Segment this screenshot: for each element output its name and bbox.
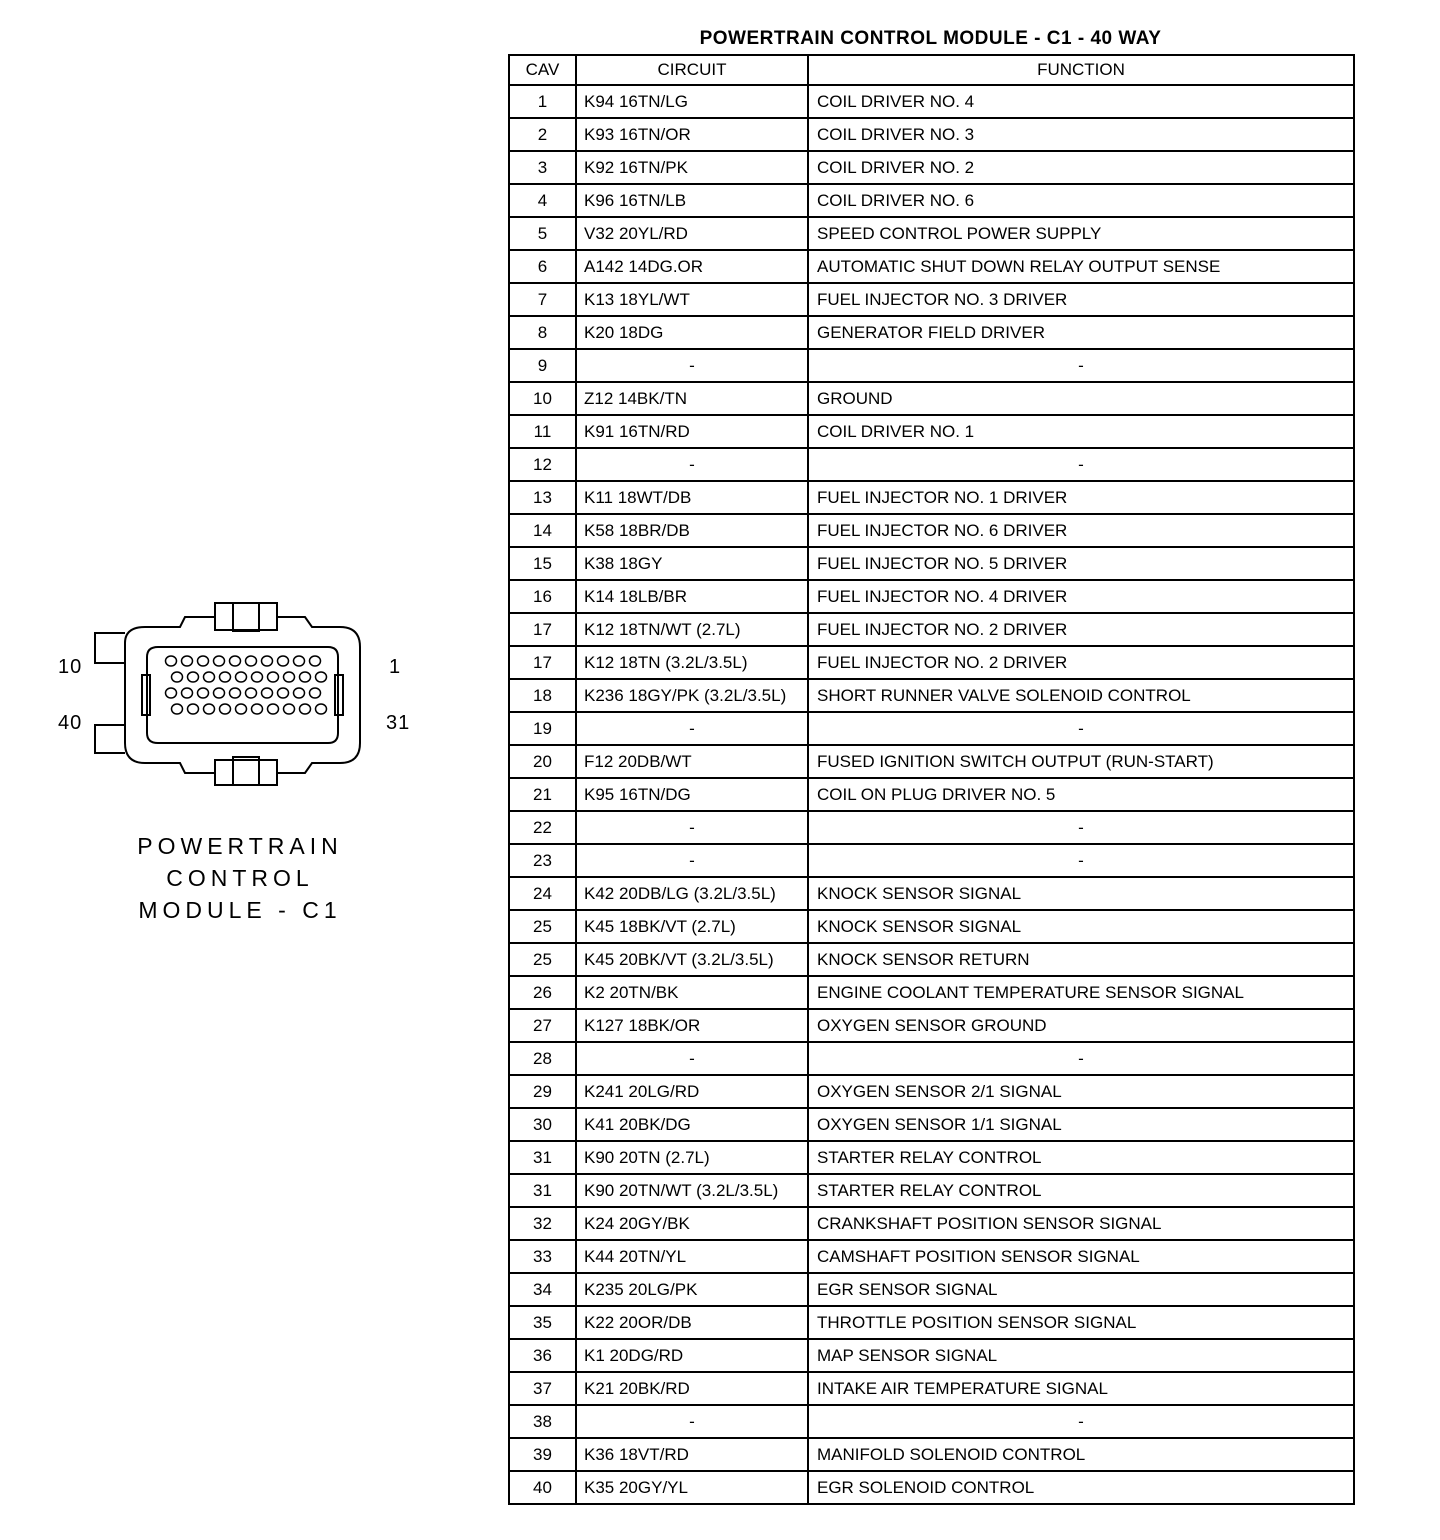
pin-hole [204, 672, 215, 682]
pin-hole [188, 672, 199, 682]
function-cell: STARTER RELAY CONTROL [808, 1141, 1354, 1174]
table-row [509, 712, 1354, 745]
circuit-cell: K90 20TN (2.7L) [576, 1141, 808, 1174]
pin-hole [220, 704, 231, 714]
cav-cell: 9 [509, 349, 576, 382]
circuit-cell: K12 18TN (3.2L/3.5L) [576, 646, 808, 679]
circuit-cell: K21 20BK/RD [576, 1372, 808, 1405]
pin-hole [188, 704, 199, 714]
circuit-cell: K236 18GY/PK (3.2L/3.5L) [576, 679, 808, 712]
cav-cell: 26 [509, 976, 576, 1009]
cav-cell: 30 [509, 1108, 576, 1141]
function-cell: OXYGEN SENSOR GROUND [808, 1009, 1354, 1042]
cav-cell: 10 [509, 382, 576, 415]
pin-hole [284, 704, 295, 714]
table-row [509, 1273, 1354, 1306]
pin-hole [230, 656, 241, 666]
function-cell: OXYGEN SENSOR 1/1 SIGNAL [808, 1108, 1354, 1141]
function-cell: FUEL INJECTOR NO. 6 DRIVER [808, 514, 1354, 547]
circuit-cell: K95 16TN/DG [576, 778, 808, 811]
function-cell: FUEL INJECTOR NO. 3 DRIVER [808, 283, 1354, 316]
table-row [509, 844, 1354, 877]
function-cell: - [808, 349, 1354, 382]
table-row [509, 415, 1354, 448]
circuit-cell: K45 20BK/VT (3.2L/3.5L) [576, 943, 808, 976]
circuit-cell: - [576, 1042, 808, 1075]
cav-cell: 3 [509, 151, 576, 184]
circuit-cell: K20 18DG [576, 316, 808, 349]
cav-cell: 28 [509, 1042, 576, 1075]
table-row [509, 1306, 1354, 1339]
header-cav: CAV [509, 55, 576, 85]
table-row [509, 1405, 1354, 1438]
cav-cell: 8 [509, 316, 576, 349]
circuit-cell: K35 20GY/YL [576, 1471, 808, 1504]
pin-hole [300, 704, 311, 714]
pin-hole [182, 688, 193, 698]
pin-hole [204, 704, 215, 714]
cav-cell: 34 [509, 1273, 576, 1306]
function-cell: COIL DRIVER NO. 4 [808, 85, 1354, 118]
table-row [509, 85, 1354, 118]
table-header-row [509, 55, 1354, 85]
table-row [509, 448, 1354, 481]
function-cell: KNOCK SENSOR SIGNAL [808, 877, 1354, 910]
pin-label-1: 1 [389, 656, 402, 678]
function-cell: KNOCK SENSOR RETURN [808, 943, 1354, 976]
function-cell: EGR SOLENOID CONTROL [808, 1471, 1354, 1504]
table-row [509, 514, 1354, 547]
pin-hole [316, 704, 327, 714]
cav-cell: 35 [509, 1306, 576, 1339]
function-cell: - [808, 1042, 1354, 1075]
circuit-cell: K13 18YL/WT [576, 283, 808, 316]
table-row [509, 910, 1354, 943]
function-cell: - [808, 1405, 1354, 1438]
table-row [509, 1174, 1354, 1207]
table-row [509, 943, 1354, 976]
cav-cell: 25 [509, 910, 576, 943]
table-row [509, 547, 1354, 580]
cav-cell: 37 [509, 1372, 576, 1405]
circuit-cell: - [576, 349, 808, 382]
cav-cell: 20 [509, 745, 576, 778]
circuit-cell: F12 20DB/WT [576, 745, 808, 778]
table-row [509, 1141, 1354, 1174]
cav-cell: 11 [509, 415, 576, 448]
function-cell: SPEED CONTROL POWER SUPPLY [808, 217, 1354, 250]
cav-cell: 19 [509, 712, 576, 745]
circuit-cell: - [576, 811, 808, 844]
cav-cell: 21 [509, 778, 576, 811]
pin-hole [166, 656, 177, 666]
cav-cell: 7 [509, 283, 576, 316]
circuit-cell: K2 20TN/BK [576, 976, 808, 1009]
pin-hole [268, 704, 279, 714]
circuit-cell: K235 20LG/PK [576, 1273, 808, 1306]
pin-hole [294, 656, 305, 666]
function-cell: - [808, 811, 1354, 844]
caption-line-3: MODULE - C1 [138, 897, 342, 923]
pin-hole [310, 656, 321, 666]
pin-hole [310, 688, 321, 698]
circuit-cell: K90 20TN/WT (3.2L/3.5L) [576, 1174, 808, 1207]
pin-hole [262, 656, 273, 666]
pin-hole [284, 672, 295, 682]
cav-cell: 1 [509, 85, 576, 118]
cav-cell: 13 [509, 481, 576, 514]
function-cell: FUEL INJECTOR NO. 5 DRIVER [808, 547, 1354, 580]
caption-line-2: CONTROL [166, 865, 314, 891]
circuit-cell: K14 18LB/BR [576, 580, 808, 613]
cav-cell: 31 [509, 1174, 576, 1207]
pin-hole [172, 704, 183, 714]
pinout-table [508, 54, 1355, 1505]
circuit-cell: K24 20GY/BK [576, 1207, 808, 1240]
function-cell: OXYGEN SENSOR 2/1 SIGNAL [808, 1075, 1354, 1108]
cav-cell: 12 [509, 448, 576, 481]
cav-cell: 24 [509, 877, 576, 910]
pin-hole [278, 656, 289, 666]
table-row [509, 250, 1354, 283]
circuit-cell: K58 18BR/DB [576, 514, 808, 547]
function-cell: GENERATOR FIELD DRIVER [808, 316, 1354, 349]
table-row [509, 646, 1354, 679]
pin-hole [316, 672, 327, 682]
table-title: POWERTRAIN CONTROL MODULE - C1 - 40 WAY [699, 28, 1162, 49]
function-cell: CAMSHAFT POSITION SENSOR SIGNAL [808, 1240, 1354, 1273]
pin-hole [236, 672, 247, 682]
function-cell: COIL ON PLUG DRIVER NO. 5 [808, 778, 1354, 811]
circuit-cell: K241 20LG/RD [576, 1075, 808, 1108]
function-cell: - [808, 448, 1354, 481]
table-row [509, 349, 1354, 382]
function-cell: GROUND [808, 382, 1354, 415]
caption-line-1: POWERTRAIN [137, 833, 343, 859]
cav-cell: 39 [509, 1438, 576, 1471]
pin-label-31: 31 [386, 712, 411, 734]
function-cell: FUEL INJECTOR NO. 1 DRIVER [808, 481, 1354, 514]
function-cell: - [808, 712, 1354, 745]
function-cell: CRANKSHAFT POSITION SENSOR SIGNAL [808, 1207, 1354, 1240]
connector-diagram [50, 595, 380, 795]
table-row [509, 1042, 1354, 1075]
pin-hole [268, 672, 279, 682]
table-row [509, 283, 1354, 316]
circuit-cell: Z12 14BK/TN [576, 382, 808, 415]
circuit-cell: K91 16TN/RD [576, 415, 808, 448]
table-row [509, 1471, 1354, 1504]
table-row [509, 679, 1354, 712]
function-cell: FUSED IGNITION SWITCH OUTPUT (RUN-START) [808, 745, 1354, 778]
table-row [509, 1207, 1354, 1240]
function-cell: COIL DRIVER NO. 3 [808, 118, 1354, 151]
circuit-cell: - [576, 844, 808, 877]
pin-hole [246, 688, 257, 698]
pin-hole [278, 688, 289, 698]
function-cell: FUEL INJECTOR NO. 2 DRIVER [808, 646, 1354, 679]
pin-hole [252, 672, 263, 682]
pin-label-10: 10 [58, 656, 83, 678]
table-row [509, 481, 1354, 514]
table-row [509, 1438, 1354, 1471]
circuit-cell: K94 16TN/LG [576, 85, 808, 118]
cav-cell: 33 [509, 1240, 576, 1273]
circuit-cell: K22 20OR/DB [576, 1306, 808, 1339]
circuit-cell: A142 14DG.OR [576, 250, 808, 283]
cav-cell: 23 [509, 844, 576, 877]
cav-cell: 31 [509, 1141, 576, 1174]
table-row [509, 1108, 1354, 1141]
pin-hole [246, 656, 257, 666]
pin-hole [214, 656, 225, 666]
table-row [509, 1240, 1354, 1273]
circuit-cell: K92 16TN/PK [576, 151, 808, 184]
pin-hole [166, 688, 177, 698]
function-cell: FUEL INJECTOR NO. 2 DRIVER [808, 613, 1354, 646]
cav-cell: 27 [509, 1009, 576, 1042]
table-row [509, 877, 1354, 910]
circuit-cell: - [576, 712, 808, 745]
pin-label-40: 40 [58, 712, 83, 734]
function-cell: EGR SENSOR SIGNAL [808, 1273, 1354, 1306]
header-circuit: CIRCUIT [576, 55, 808, 85]
function-cell: COIL DRIVER NO. 2 [808, 151, 1354, 184]
table-row [509, 151, 1354, 184]
table-row [509, 217, 1354, 250]
pin-hole [214, 688, 225, 698]
circuit-cell: K44 20TN/YL [576, 1240, 808, 1273]
cav-cell: 36 [509, 1339, 576, 1372]
function-cell: FUEL INJECTOR NO. 4 DRIVER [808, 580, 1354, 613]
cav-cell: 32 [509, 1207, 576, 1240]
table-row [509, 613, 1354, 646]
circuit-cell: K38 18GY [576, 547, 808, 580]
cav-cell: 14 [509, 514, 576, 547]
table-row [509, 778, 1354, 811]
function-cell: MANIFOLD SOLENOID CONTROL [808, 1438, 1354, 1471]
cav-cell: 17 [509, 646, 576, 679]
cav-cell: 16 [509, 580, 576, 613]
circuit-cell: K1 20DG/RD [576, 1339, 808, 1372]
function-cell: THROTTLE POSITION SENSOR SIGNAL [808, 1306, 1354, 1339]
function-cell: COIL DRIVER NO. 1 [808, 415, 1354, 448]
circuit-cell: V32 20YL/RD [576, 217, 808, 250]
circuit-cell: K42 20DB/LG (3.2L/3.5L) [576, 877, 808, 910]
circuit-cell: K127 18BK/OR [576, 1009, 808, 1042]
function-cell: SHORT RUNNER VALVE SOLENOID CONTROL [808, 679, 1354, 712]
cav-cell: 4 [509, 184, 576, 217]
circuit-cell: - [576, 448, 808, 481]
pin-hole [230, 688, 241, 698]
table-row [509, 1075, 1354, 1108]
cav-cell: 5 [509, 217, 576, 250]
pin-hole [294, 688, 305, 698]
function-cell: INTAKE AIR TEMPERATURE SIGNAL [808, 1372, 1354, 1405]
cav-cell: 29 [509, 1075, 576, 1108]
cav-cell: 2 [509, 118, 576, 151]
circuit-cell: - [576, 1405, 808, 1438]
table-row [509, 1009, 1354, 1042]
function-cell: STARTER RELAY CONTROL [808, 1174, 1354, 1207]
pin-hole [198, 656, 209, 666]
table-row [509, 118, 1354, 151]
circuit-cell: K93 16TN/OR [576, 118, 808, 151]
table-row [509, 976, 1354, 1009]
cav-cell: 25 [509, 943, 576, 976]
cav-cell: 18 [509, 679, 576, 712]
header-function: FUNCTION [808, 55, 1354, 85]
circuit-cell: K96 16TN/LB [576, 184, 808, 217]
table-row [509, 1372, 1354, 1405]
function-cell: ENGINE COOLANT TEMPERATURE SENSOR SIGNAL [808, 976, 1354, 1009]
cav-cell: 40 [509, 1471, 576, 1504]
function-cell: - [808, 844, 1354, 877]
table-row [509, 811, 1354, 844]
pin-hole [252, 704, 263, 714]
function-cell: COIL DRIVER NO. 6 [808, 184, 1354, 217]
table-row [509, 382, 1354, 415]
circuit-cell: K11 18WT/DB [576, 481, 808, 514]
circuit-cell: K45 18BK/VT (2.7L) [576, 910, 808, 943]
cav-cell: 15 [509, 547, 576, 580]
pin-hole [198, 688, 209, 698]
table-row [509, 1339, 1354, 1372]
cav-cell: 38 [509, 1405, 576, 1438]
cav-cell: 17 [509, 613, 576, 646]
function-cell: AUTOMATIC SHUT DOWN RELAY OUTPUT SENSE [808, 250, 1354, 283]
table-row [509, 316, 1354, 349]
pin-hole [172, 672, 183, 682]
pin-hole [236, 704, 247, 714]
function-cell: KNOCK SENSOR SIGNAL [808, 910, 1354, 943]
cav-cell: 6 [509, 250, 576, 283]
pin-hole [220, 672, 231, 682]
circuit-cell: K41 20BK/DG [576, 1108, 808, 1141]
pin-hole [262, 688, 273, 698]
table-row [509, 580, 1354, 613]
cav-cell: 22 [509, 811, 576, 844]
circuit-cell: K36 18VT/RD [576, 1438, 808, 1471]
circuit-cell: K12 18TN/WT (2.7L) [576, 613, 808, 646]
table-row [509, 184, 1354, 217]
pin-hole [182, 656, 193, 666]
pin-hole [300, 672, 311, 682]
function-cell: MAP SENSOR SIGNAL [808, 1339, 1354, 1372]
table-row [509, 745, 1354, 778]
connector-caption [100, 830, 380, 926]
